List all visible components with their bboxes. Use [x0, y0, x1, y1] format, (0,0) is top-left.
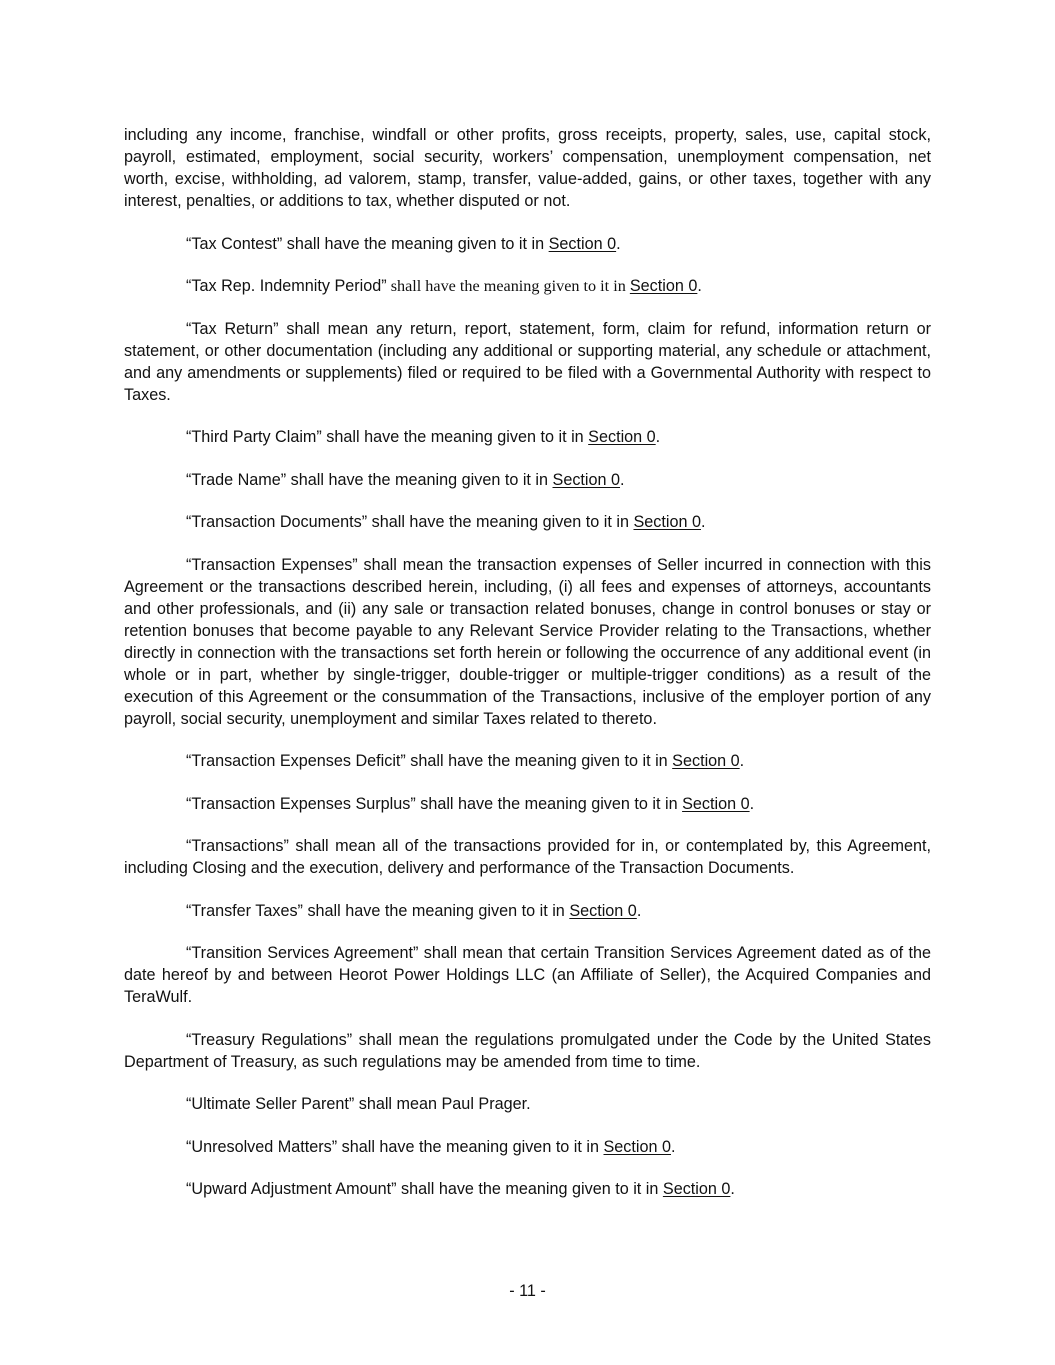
document-body [124, 124, 931, 1221]
definition-ultimate-seller-parent [124, 1093, 931, 1115]
definition-transaction-expenses-surplus: “Transaction Expenses Surplus” shall have the meaning given to it in Section 0. [186, 794, 755, 813]
definition-term: “Transition Services Agreement” [186, 944, 419, 962]
definition-term: “Transactions” [186, 837, 289, 855]
section-reference-link[interactable]: Section 0 [569, 901, 637, 920]
definition-text: shall mean the regulations promulgated under the Code by the United States Department of Treasury, as such regulations may be amended from time to time. [124, 1030, 931, 1071]
definition-transaction-expenses [124, 554, 931, 730]
definition-term: “Treasury Regulations” [186, 1030, 353, 1049]
definition-term: “Tax Return” [186, 319, 279, 338]
definition-transfer-taxes: “Transfer Taxes” shall have the meaning given to it in Section 0. [186, 901, 642, 920]
definition-term: “Transaction Expenses Deficit” [186, 752, 406, 770]
definition-unresolved-matters: “Unresolved Matters” shall have the meaning given to it in Section 0. [186, 1137, 676, 1156]
definition-term: “Tax Rep. Indemnity Period” [186, 277, 387, 295]
definition-text: shall mean Paul Prager. [354, 1095, 531, 1113]
definition-term: “Transaction Expenses” [186, 555, 358, 574]
definition-term: “Trade Name” [186, 470, 287, 489]
definition-text: shall have the meaning given to it in [321, 428, 589, 446]
definition-term: “Ultimate Seller Parent” [186, 1095, 355, 1113]
definition-text: shall mean all of the transactions provided for in, or contemplated by, this Agreement, including Closing and the execution, delivery and performance of the Transaction Documents. [124, 837, 931, 877]
definition-third-party-claim: “Third Party Claim” shall have the meaning given to it in Section 0. [186, 428, 661, 446]
definition-term: “Upward Adjustment Amount” [186, 1180, 397, 1198]
section-reference-link[interactable]: Section 0 [588, 428, 656, 446]
definition-transactions [124, 835, 931, 879]
definition-text: shall have the meaning given to it in [396, 1180, 663, 1198]
definition-term: “Transaction Documents” [186, 513, 368, 531]
definition-tax-return [124, 318, 931, 406]
intro-text: including any income, franchise, windfall or other profits, gross receipts, property, sales, use, capital stock, payroll, estimated, employment, social security, workers’ compensation, unemployment compensation, net worth, excise, withholding, ad valorem, stamp, transfer, value-added, gains, or other taxes, together with any interest, penalties, or additions to tax, whether disputed or not. [124, 126, 931, 210]
definition-text: shall have the meaning given to it in [367, 513, 634, 531]
section-reference-link[interactable]: Section 0 [633, 513, 701, 531]
section-reference-link[interactable]: Section 0 [548, 234, 617, 253]
definition-transaction-expenses-deficit: “Transaction Expenses Deficit” shall have the meaning given to it in Section 0. [186, 752, 745, 770]
definition-tax-rep-indemnity-period: “Tax Rep. Indemnity Period” shall have the meaning given to it in Section 0. [186, 277, 702, 295]
definition-term: “Unresolved Matters” [186, 1137, 338, 1156]
definition-treasury-regulations [124, 1029, 931, 1073]
definition-tax-contest: “Tax Contest” shall have the meaning given to it in Section 0. [186, 234, 621, 253]
definition-upward-adjustment-amount: “Upward Adjustment Amount” shall have the meaning given to it in Section 0. [186, 1180, 735, 1198]
section-reference-link[interactable]: Section 0 [682, 794, 750, 813]
definition-text: shall have the meaning given to it in [282, 234, 549, 253]
intro-paragraph [124, 124, 931, 212]
definition-term: “Transaction Expenses Surplus” [186, 794, 416, 813]
definition-term: “Transfer Taxes” [186, 901, 303, 920]
section-reference-link[interactable]: Section 0 [672, 752, 740, 770]
page-number: - 11 - [509, 1282, 546, 1300]
definition-text: shall have the meaning given to it in [286, 470, 553, 489]
definition-text: shall have the meaning given to it in [337, 1137, 604, 1156]
definition-text: shall have the meaning given to it in [302, 901, 570, 920]
definition-text: shall mean any return, report, statement, form, claim for refund, information return or statement, or other documentation (including any additional or supporting material, any schedule or attachment, and any amendments or supplements) filed or required to be filed with a Governmental Authority with respect to Taxes. [124, 319, 931, 404]
section-reference-link[interactable]: Section 0 [603, 1137, 671, 1156]
definition-text: shall have the meaning given to it in [415, 794, 683, 813]
section-reference-link[interactable]: Section 0 [552, 470, 621, 489]
section-reference-link[interactable]: Section 0 [662, 1180, 731, 1198]
definition-trade-name: “Trade Name” shall have the meaning given to it in Section 0. [186, 470, 625, 489]
definition-term: “Tax Contest” [186, 234, 283, 253]
section-reference-link[interactable]: Section 0 [629, 277, 698, 295]
definition-text: shall mean the transaction expenses of Seller incurred in connection with this Agreement or the transactions described herein, including, (i) all fees and expenses of attorneys, accountants and other professionals, and (ii) any sale or transaction related bonuses, change in control bonuses or stay or retention bonuses that become payable to any Relevant Service Provider relating to the Transactions, whether directly in connection with the transactions set forth herein or following the occurrence of any additional event (in whole or in part, whether by single-trigger, double-trigger or multiple-trigger conditions) as a result of the execution of this Agreement or the consummation of the Transactions, inclusive of the employer portion of any payroll, social security, unemployment and similar Taxes related to thereto. [124, 555, 931, 728]
definition-text: shall have the meaning given to it in [405, 752, 673, 770]
definition-transaction-documents: “Transaction Documents” shall have the meaning given to it in Section 0. [186, 513, 706, 531]
definition-text: shall have the meaning given to it in [386, 277, 630, 295]
definition-term: “Third Party Claim” [186, 428, 322, 446]
definition-transition-services-agreement [124, 942, 931, 1008]
definition-text: shall mean that certain Transition Services Agreement dated as of the date hereof by and between Heorot Power Holdings LLC (an Affiliate of Seller), the Acquired Companies and TeraWulf. [124, 944, 932, 1006]
